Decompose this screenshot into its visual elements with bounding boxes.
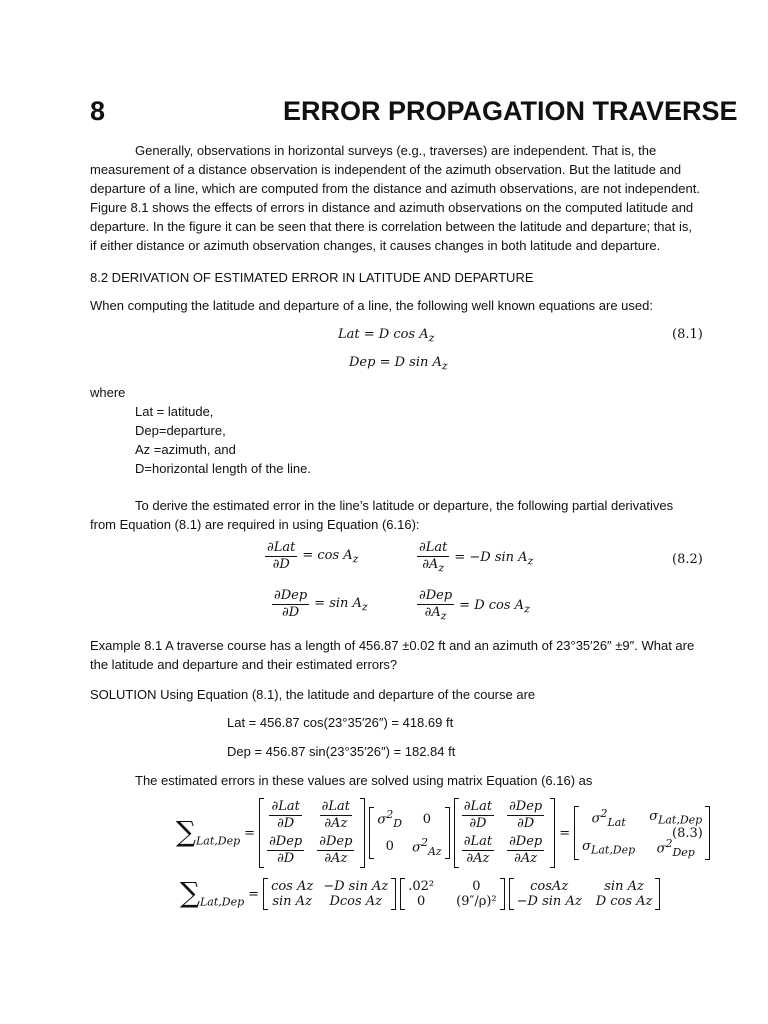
eq-8-2-number: (8.2) [672,552,703,567]
partial-dep-d [272,588,368,621]
numerator: ∂Lat [267,540,296,555]
entry [377,808,402,830]
matrix-grid [405,878,499,910]
entry: .02² [408,879,435,894]
eq-8-3-number: (8.3) [672,826,703,841]
superscript: 2 [386,808,394,822]
eq-text: Lat = D cos A [338,327,429,342]
partial-lat-a [417,540,533,577]
denominator: ∂Az [324,816,348,831]
intro-paragraph: Generally, observations in horizontal surveys (e.g., traverses) are independent. That is, the measurement of a distance observation is independent of the azimuth observation. But the latitude and departure of a line, which are computed from the distance and azimuth observations, are not independent. Figure 8.1 shows the effects of errors in distance and azimuth observations on the computed latitude and departure. In the figure it can be seen that there is correlation between the latitude and departure; that is, if either distance or azimuth observation changes, it causes changes in both latitude and departure. [90,143,700,253]
eq-8-1-number: (8.1) [672,327,703,342]
eq-sub: z [441,359,448,373]
entry: Dcos Az [329,894,383,909]
denominator [423,605,449,625]
denominator: ∂D [277,851,295,866]
entry [320,799,352,832]
chapter-number: 8 [90,96,106,126]
entry: cosAz [530,879,569,894]
equation-intro: When computing the latitude and departure of a line, the following well known equations are used: [90,298,653,313]
sigma-glyph: ∑ [176,815,196,849]
entry [269,799,301,832]
denominator: ∂Az [466,851,490,866]
denominator: ∂D [277,816,295,831]
partial-lat-d [265,540,358,573]
partial-dep-a [417,588,530,625]
eq-sub: z [440,609,447,623]
sigma-glyph: ∑ [180,876,200,910]
solution-text: SOLUTION Using Equation (8.1), the latitude and departure of the course are [90,687,536,702]
numerator: ∂Dep [319,834,353,849]
entry: 0 [417,894,426,909]
variance-matrix [400,878,504,910]
eq-8-1-line1 [338,327,434,345]
coefficient-matrix [263,878,396,910]
eq-8-1-dep [349,355,448,373]
denominator: ∂D [282,605,300,620]
denominator: ∂D [272,557,290,572]
entry: 0 [422,811,432,827]
sum-symbol [176,815,241,849]
subscript: Az [427,844,442,858]
entry: sin Az [272,894,312,909]
definition-lat: Lat = latitude, [135,404,214,419]
numerator: ∂Lat [271,799,300,814]
entry [462,799,494,832]
fraction [417,588,454,625]
chapter-title: ERROR PROPAGATION TRAVERSE [283,96,738,126]
bracket-right [500,878,505,910]
subscript: D [393,817,403,830]
subscript: Dep [672,845,695,859]
eq-8-1-lat [338,327,435,345]
section-heading: 8.2 DERIVATION OF ESTIMATED ERROR IN LATITUDE AND DEPARTURE [90,270,534,285]
bracket-right [655,878,660,910]
equals-sign: = [244,825,256,841]
entry: cos Az [271,879,314,894]
rhs-text: = sin A [314,595,362,611]
sum-subscript: Lat,Dep [200,895,245,909]
bracket-right [550,798,555,868]
entry [317,834,354,867]
numerator: ∂Dep [269,834,303,849]
matrix-grid [268,878,391,910]
example-8-1: Example 8.1 A traverse course has a length of 456.87 ±0.02 ft and an azimuth of 23°35′26″ ±9″. What are the latitude and departure and their estimated errors? [90,638,695,672]
rhs-text: = D cos A [459,597,525,613]
numerator: ∂Lat [321,799,350,814]
denominator: ∂Az [514,851,538,866]
equals-sign: = [248,886,260,902]
rhs [454,550,533,568]
eq-text: Dep = D sin A [349,355,442,370]
rhs-text: = −D sin A [454,549,528,565]
numerator: ∂Dep [509,799,543,814]
eq-sub: z [428,331,435,345]
entry [582,839,635,857]
denominator: ∂D [517,816,535,831]
sum-symbol [180,876,245,910]
bracket-right [391,878,396,910]
numerator: ∂Dep [509,834,543,849]
numerator: ∂Dep [274,588,308,603]
denominator [420,557,446,577]
jacobian-matrix [259,798,365,868]
fraction [272,588,309,621]
fraction [265,540,297,573]
fraction [417,540,449,577]
denominator: ∂D [469,816,487,831]
matrix-grid [459,798,551,868]
sigma-text: σ [591,811,601,827]
jacobian-transpose-matrix [454,798,556,868]
sigma-text: σ [412,840,421,856]
den-text: ∂A [424,605,441,620]
coefficient-transpose-matrix [509,878,661,910]
entry [267,834,304,867]
entry [412,836,442,858]
den-text: ∂A [422,557,439,572]
subscript: Lat,Dep [591,843,636,857]
estimated-errors-text: The estimated errors in these values are solved using matrix Equation (6.16) as [135,773,593,788]
entry [507,834,544,867]
eq-sub: z [527,554,534,568]
eq-8-1-line2 [349,355,448,373]
entry: −D sin Az [323,879,389,894]
eq-sub: z [361,600,368,614]
eq-8-3 [176,798,710,868]
bracket-right [360,798,365,868]
bracket-right [705,806,710,860]
definition-dep: Dep=departure, [135,423,226,438]
eq-sub: z [438,561,445,575]
entry [462,834,494,867]
numerator: ∂Lat [419,540,448,555]
dep-result: Dep = 456.87 sin(23°35′26″) = 182.84 ft [227,744,456,759]
entry [649,809,702,827]
subscript: Lat [607,816,626,829]
lat-result: Lat = 456.87 cos(23°35′26″) = 418.69 ft [227,715,454,730]
definition-az: Az =azimuth, and [135,442,236,457]
entry [592,807,626,829]
matrix-grid [514,878,656,910]
covariance-matrix [369,807,449,859]
sum-subscript: Lat,Dep [196,834,241,848]
sigma-text: σ [582,839,592,855]
entry: 0 [385,839,394,855]
entry: 0 [472,879,481,894]
sigma-text: σ [656,841,666,857]
numerator: ∂Lat [463,799,493,814]
entry: −D sin Az [516,894,582,909]
eq-sub: z [352,552,359,566]
denominator: ∂Az [324,851,348,866]
matrix-grid [374,807,444,859]
superscript: 2 [420,836,428,849]
entry [507,799,544,832]
rhs [459,598,530,616]
superscript: 2 [665,837,673,850]
subscript: Lat,Dep [658,813,703,827]
rhs [302,548,358,566]
where-label: where [90,385,126,400]
numerator: ∂Dep [419,588,453,603]
eq-sub: z [524,602,530,616]
definition-d: D=horizontal length of the line. [135,461,311,476]
entry: (9″/ρ)² [456,894,497,909]
rhs [314,596,368,614]
sigma-text: σ [649,809,659,825]
numerator: ∂Lat [463,834,493,849]
rhs-text: = cos A [302,547,353,563]
bracket-right [445,807,450,859]
entry: sin Az [604,879,644,894]
equals-sign: = [559,825,571,841]
superscript: 2 [600,807,608,821]
sigma-text: σ [377,812,387,828]
matrix-grid [264,798,360,868]
entry: D cos Az [595,894,653,909]
eq-numeric [180,878,660,910]
derive-paragraph: To derive the estimated error in the line’s latitude or departure, the following partial derivatives from Equation (8.1) are required in using Equation (6.16): [90,498,674,532]
